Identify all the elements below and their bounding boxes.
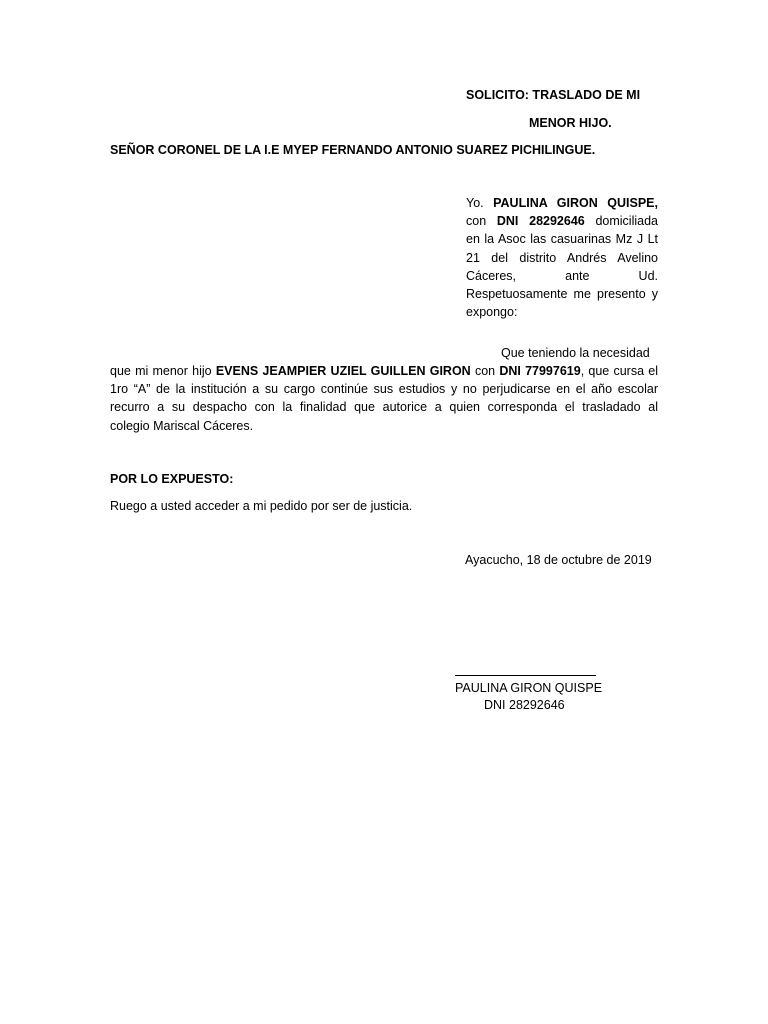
- closing-request: Ruego a usted acceder a mi pedido por ser de justicia.: [110, 499, 413, 513]
- closing-heading: POR LO EXPUESTO:: [110, 472, 234, 486]
- solicito-line-2: MENOR HIJO.: [529, 116, 612, 130]
- signature-line: [455, 675, 596, 676]
- solicito-line-1: SOLICITO: TRASLADO DE MI: [466, 88, 641, 102]
- intro-line: 21 del distrito Andrés Avelino: [466, 250, 658, 265]
- addressee-line: SEÑOR CORONEL DE LA I.E MYEP FERNANDO ANTONIO SUAREZ PICHILINGUE.: [110, 143, 596, 157]
- intro-line: Respetuosamente me presento y: [466, 287, 658, 302]
- date-line: Ayacucho, 18 de octubre de 2019: [465, 553, 652, 567]
- body-first-line: Que teniendo la necesidad: [501, 346, 650, 360]
- body-line: 1ro “A” de la institución a su cargo continúe sus estudios y no perjudicarse en el año escolar: [110, 382, 658, 397]
- intro-line: Cáceres, ante Ud.: [466, 268, 658, 283]
- body-line: colegio Mariscal Cáceres.: [110, 418, 254, 433]
- intro-line: Yo. PAULINA GIRON QUISPE,: [466, 196, 658, 210]
- signature-dni: DNI 28292646: [484, 698, 565, 712]
- intro-line: expongo:: [466, 305, 518, 320]
- body-line: que mi menor hijo EVENS JEAMPIER UZIEL GUILLEN GIRON con DNI 77997619, que cursa el: [110, 364, 658, 378]
- intro-paragraph: [466, 194, 658, 321]
- body-paragraph: [110, 362, 658, 435]
- signature-name: PAULINA GIRON QUISPE: [455, 681, 603, 695]
- body-line: recurro a su despacho con la finalidad que autorice a quien corresponda el trasladado al: [110, 400, 658, 415]
- intro-line: con DNI 28292646 domiciliada: [466, 214, 658, 229]
- intro-line: en la Asoc las casuarinas Mz J Lt: [466, 232, 658, 247]
